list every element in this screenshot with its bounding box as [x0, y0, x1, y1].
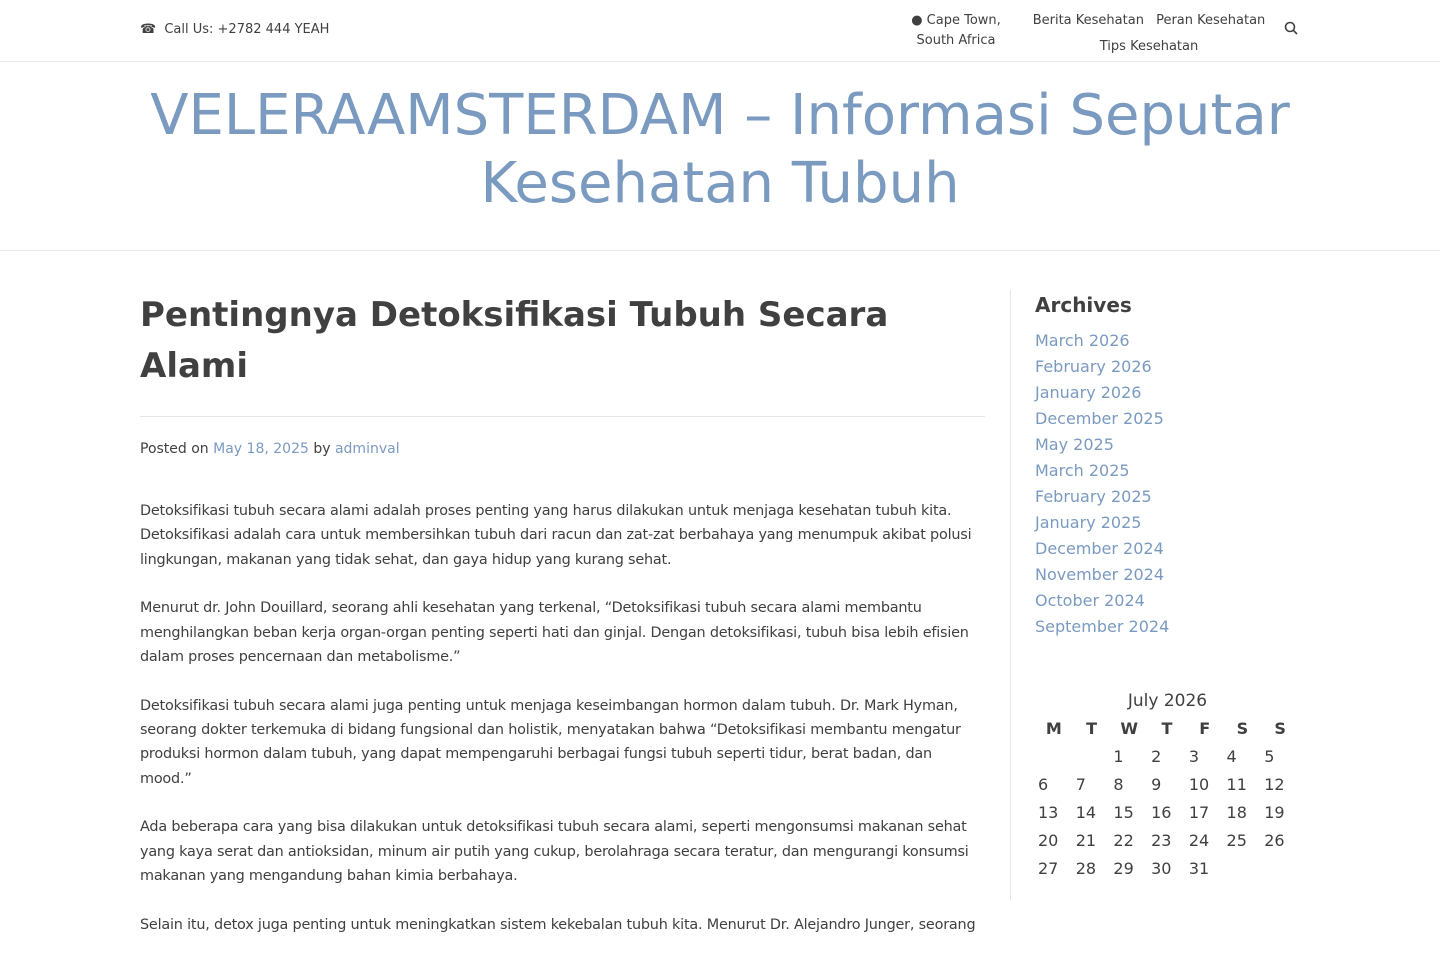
calendar-day: 3: [1188, 746, 1199, 766]
calendar-day: 4: [1226, 746, 1237, 766]
location-line2: South Africa: [916, 33, 996, 48]
calendar-day: [1261, 854, 1299, 882]
archive-link[interactable]: September 2024: [1035, 617, 1170, 636]
calendar-day: 21: [1075, 830, 1097, 850]
weekday-header: S: [1236, 718, 1249, 738]
archive-link[interactable]: December 2025: [1035, 409, 1164, 428]
archive-link[interactable]: February 2026: [1035, 357, 1152, 376]
author-link[interactable]: adminval: [334, 441, 400, 457]
calendar-weekdays: [1035, 714, 1299, 742]
archive-link[interactable]: March 2025: [1035, 461, 1130, 480]
archive-item: [1035, 536, 1300, 562]
weekday-header: T: [1161, 718, 1173, 738]
calendar-day: 9: [1151, 774, 1162, 794]
calendar-day: 16: [1151, 802, 1172, 822]
post-title: Pentingnya Detoksifikasi Tubuh Secara Alami: [140, 290, 985, 417]
archive-item: [1035, 510, 1300, 536]
post-paragraph: Detoksifikasi tubuh secara alami adalah proses penting yang harus dilakukan untuk menjaga kesehatan tubuh kita. Detoksifikasi adalah cara untuk membersihkan tubuh dari racun dan zat-zat berbahaya yang menumpuk akibat polusi lingkungan, makanan yang tidak sehat, dan gaya hidup yang kurang sehat.: [140, 503, 972, 568]
archive-item: [1035, 484, 1300, 510]
archive-link[interactable]: May 2025: [1035, 435, 1114, 454]
post-main: [140, 290, 985, 962]
nav-tips-kesehatan[interactable]: Tips Kesehatan: [1099, 39, 1199, 54]
archive-link[interactable]: February 2025: [1035, 487, 1152, 506]
calendar-day: 24: [1188, 830, 1210, 850]
calendar-widget: [1035, 688, 1300, 882]
post-paragraph: Menurut dr. John Douillard, seorang ahli kesehatan yang terkenal, “Detoksifikasi tubuh secara alami membantu menghilangkan beban kerja organ-organ penting seperti hati dan ginjal. Dengan detoksifikasi, tubuh bisa lebih efisien dalam proses pencernaan dan metabolisme.”: [140, 600, 969, 665]
calendar-day: 8: [1113, 774, 1124, 794]
calendar-week: [1035, 742, 1299, 770]
archive-link[interactable]: January 2026: [1035, 383, 1142, 402]
calendar-day: 7: [1075, 774, 1086, 794]
calendar-day: 17: [1188, 802, 1210, 822]
archive-link[interactable]: October 2024: [1035, 591, 1145, 610]
archives-list: [1035, 328, 1300, 640]
calendar-day: 26: [1264, 830, 1285, 850]
archive-link[interactable]: November 2024: [1035, 565, 1165, 584]
calendar-day: 10: [1188, 774, 1210, 794]
post-paragraph: Detoksifikasi tubuh secara alami juga penting untuk menjaga keseimbangan hormon dalam tubuh. Dr. Mark Hyman, seorang dokter terkemuka di bidang fungsional dan holistik, menyatakan bahwa “Detoksifikasi membantu mengatur produksi hormon dalam tubuh, yang dapat mempengaruhi berbagai fungsi tubuh seperti tidur, berat badan, dan mood.”: [140, 697, 961, 787]
calendar-week: [1035, 798, 1299, 826]
weekday-header: S: [1274, 718, 1286, 738]
calendar-day: [1224, 854, 1262, 882]
call-us-text: Call Us: +2782 444 YEAH: [164, 22, 330, 37]
posted-on-label: Posted on: [140, 441, 209, 457]
calendar-day: 13: [1038, 802, 1059, 822]
top-nav: [1024, 8, 1274, 60]
calendar-day: 18: [1226, 802, 1247, 822]
sidebar-divider: [1010, 290, 1011, 900]
map-marker-icon: ●: [911, 13, 923, 28]
post-meta: [140, 441, 985, 457]
calendar-day: 30: [1151, 858, 1172, 878]
calendar-day: [1035, 742, 1073, 770]
post-content: [140, 499, 985, 937]
calendar-day: 14: [1075, 802, 1097, 822]
call-us: [140, 22, 329, 37]
archive-item: [1035, 328, 1300, 354]
post-paragraph: Ada beberapa cara yang bisa dilakukan untuk detoksifikasi tubuh secara alami, seperti mengonsumsi makanan sehat yang kaya serat dan antioksidan, minum air putih yang cukup, berolahraga secara teratur, dan mengurangi konsumsi makanan yang mengandung bahan kimia berbahaya.: [140, 819, 969, 885]
archive-link[interactable]: January 2025: [1035, 513, 1142, 532]
archive-item: [1035, 588, 1300, 614]
calendar-day: 1: [1113, 746, 1124, 766]
sidebar: [1035, 290, 1300, 878]
calendar-week: [1035, 854, 1299, 882]
calendar-day: 27: [1038, 858, 1059, 878]
calendar-day: 2: [1151, 746, 1162, 766]
calendar-day: [1073, 742, 1111, 770]
calendar-table: [1035, 714, 1299, 882]
calendar-day: 11: [1226, 774, 1247, 794]
calendar-day: 23: [1151, 830, 1172, 850]
archives-title: Archives: [1035, 293, 1132, 317]
weekday-header: M: [1045, 718, 1062, 738]
weekday-header: F: [1199, 718, 1211, 738]
archive-item: [1035, 380, 1300, 406]
calendar-day: 6: [1038, 774, 1049, 794]
nav-peran-kesehatan[interactable]: Peran Kesehatan: [1156, 13, 1266, 28]
archive-item: [1035, 458, 1300, 484]
calendar-caption: July 2026: [1127, 691, 1208, 711]
calendar-day: 31: [1188, 858, 1210, 878]
location: [900, 11, 1012, 51]
nav-berita-kesehatan[interactable]: Berita Kesehatan: [1032, 13, 1144, 28]
calendar-day: 5: [1264, 746, 1275, 766]
top-bar: [0, 0, 1440, 62]
post-paragraph: Selain itu, detox juga penting untuk meningkatkan sistem kekebalan tubuh kita. Menurut Dr. Alejandro Junger, seorang: [140, 916, 976, 933]
search-icon[interactable]: [1284, 21, 1298, 39]
post-date-link[interactable]: May 18, 2025: [213, 441, 309, 457]
site-title[interactable]: VELERAAMSTERDAM – Informasi Seputar Kesehatan Tubuh: [150, 83, 1290, 216]
archive-item: [1035, 562, 1300, 588]
location-line1: Cape Town,: [926, 13, 1001, 28]
archive-item: [1035, 432, 1300, 458]
archive-link[interactable]: March 2026: [1035, 331, 1130, 350]
archive-link[interactable]: December 2024: [1035, 539, 1164, 558]
weekday-header: W: [1120, 718, 1139, 738]
calendar-day: 20: [1038, 830, 1059, 850]
calendar-week: [1035, 826, 1299, 854]
archive-item: [1035, 354, 1300, 380]
by-label: by: [313, 441, 331, 457]
calendar-week: [1035, 770, 1299, 798]
calendar-day: 15: [1113, 802, 1134, 822]
calendar-day: 12: [1264, 774, 1285, 794]
calendar-day: 22: [1113, 830, 1134, 850]
archive-item: [1035, 614, 1300, 640]
archive-item: [1035, 406, 1300, 432]
calendar-day: 19: [1264, 802, 1285, 822]
calendar-day: 28: [1075, 858, 1097, 878]
weekday-header: T: [1086, 718, 1098, 738]
site-header: [0, 62, 1440, 251]
calendar-day: 29: [1113, 858, 1134, 878]
calendar-day: 25: [1226, 830, 1247, 850]
phone-icon: ☎: [140, 22, 157, 37]
